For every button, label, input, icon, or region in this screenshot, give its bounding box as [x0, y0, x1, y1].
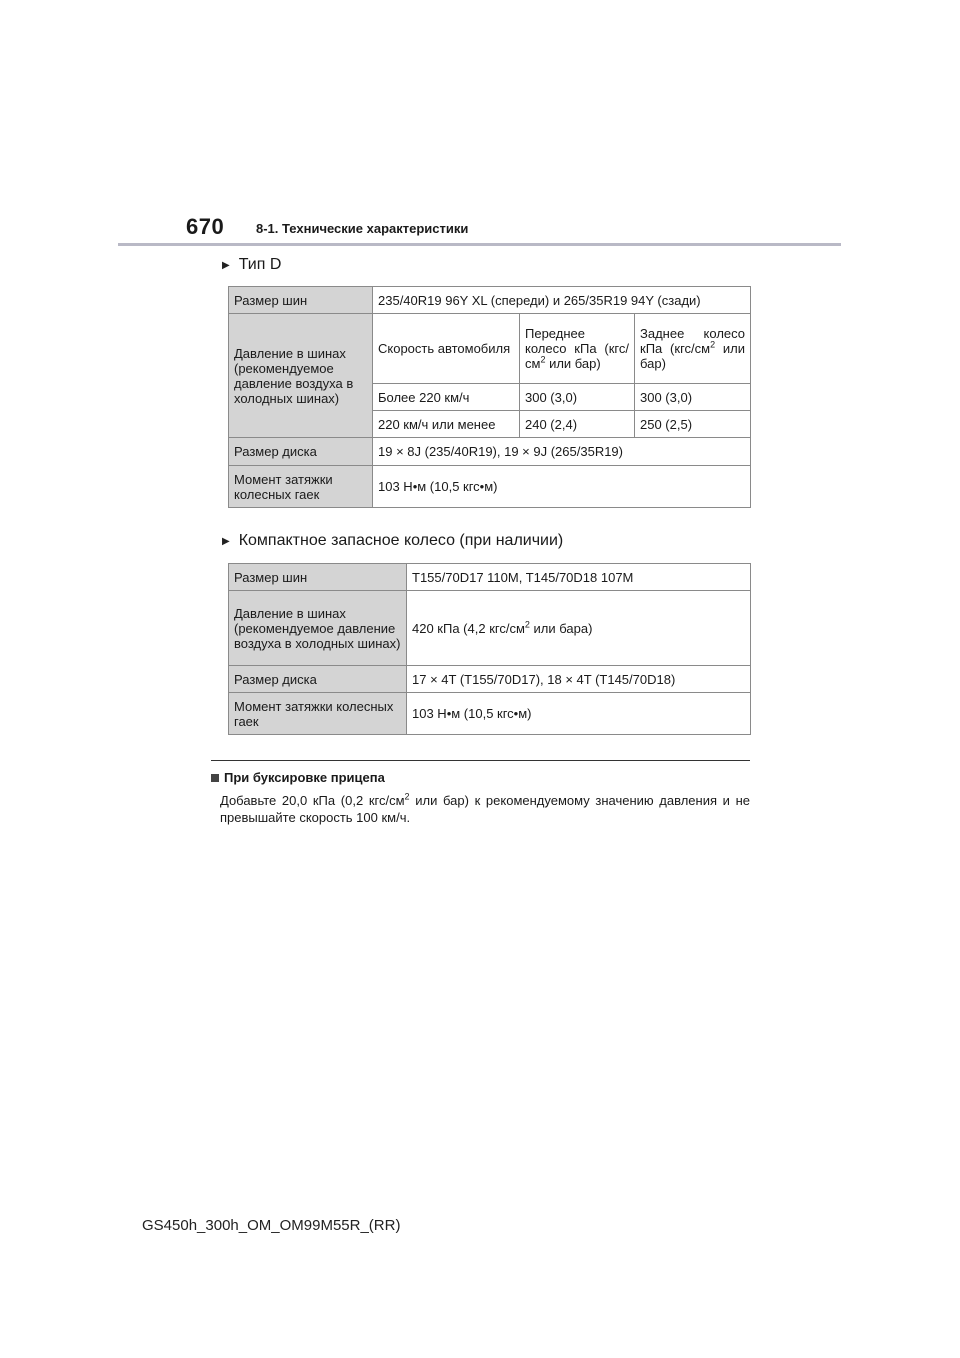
spare-tire-size-value: T155/70D17 110M, T145/70D18 107M: [407, 564, 751, 591]
section-title: 8-1. Технические характеристики: [256, 221, 469, 236]
speed-header: Скорость автомобиля: [373, 314, 520, 384]
triangle-bullet-icon: ▶: [222, 259, 230, 271]
tire-size-value: 235/40R19 96Y XL (спереди) и 265/35R19 94Y (сзади): [373, 287, 751, 314]
section-divider: [211, 760, 750, 761]
tire-size-label: Размер шин: [229, 287, 373, 314]
header-rule: [118, 243, 841, 246]
front-pressure-cell: 240 (2,4): [520, 411, 635, 438]
spare-pressure-label: Давление в шинах (рекомендуемое давление воздуха в холодных шинах): [229, 591, 407, 666]
type-d-heading: [222, 256, 281, 274]
note-title-text: При буксировке прицепа: [224, 770, 385, 785]
note-body: Добавьте 20,0 кПа (0,2 кгс/$см^2$ или бар) к рекомендуемому значению давления и не превышайте скорость 100 км/ч.: [220, 791, 750, 825]
table-row: [229, 287, 751, 314]
wheel-size-value: 19 × 8J (235/40R19), 19 × 9J (265/35R19): [373, 438, 751, 466]
table-row: [229, 666, 751, 693]
table-row: [229, 591, 751, 666]
note-title: [211, 770, 385, 785]
spare-heading-text: Компактное запасное колесо (при наличии): [238, 532, 564, 549]
spare-torque-value: 103 Н•м (10,5 кгс•м): [407, 693, 751, 735]
spare-wheel-size-label: Размер диска: [229, 666, 407, 693]
spare-wheel-size-value: 17 × 4T (T155/70D17), 18 × 4T (T145/70D18): [407, 666, 751, 693]
spare-heading: [222, 532, 563, 550]
table-row: [229, 314, 751, 384]
table-row: [229, 693, 751, 735]
spare-pressure-value: 420 кПа (4,2 кгс/$см^2$ или бара): [407, 591, 751, 666]
square-bullet-icon: [211, 774, 219, 782]
table-row: [229, 438, 751, 466]
torque-label: Момент затяжки колесных гаек: [229, 466, 373, 508]
front-pressure-cell: 300 (3,0): [520, 384, 635, 411]
table-row: [229, 564, 751, 591]
pressure-label: Давление в шинах (рекомендуемое давление воздуха в холодных шинах): [229, 314, 373, 438]
table-row: [229, 466, 751, 508]
front-wheel-header: Переднее колесо кПа ($кгс/см^2$ или бар): [520, 314, 635, 384]
document-code: GS450h_300h_OM_OM99M55R_(RR): [142, 1217, 401, 1234]
page-number: 670: [186, 214, 225, 239]
type-d-spec-table: [228, 286, 751, 508]
triangle-bullet-icon: ▶: [222, 535, 230, 547]
speed-cell: 220 км/ч или менее: [373, 411, 520, 438]
torque-value: 103 Н•м (10,5 кгс•м): [373, 466, 751, 508]
rear-wheel-header: Заднее колесо кПа ($кгс/см^2$ или бар): [635, 314, 751, 384]
speed-cell: Более 220 км/ч: [373, 384, 520, 411]
rear-pressure-cell: 300 (3,0): [635, 384, 751, 411]
spare-tire-size-label: Размер шин: [229, 564, 407, 591]
rear-pressure-cell: 250 (2,5): [635, 411, 751, 438]
spare-torque-label: Момент затяжки колесных гаек: [229, 693, 407, 735]
type-d-heading-text: Тип D: [238, 256, 282, 273]
wheel-size-label: Размер диска: [229, 438, 373, 466]
spare-spec-table: [228, 563, 751, 735]
